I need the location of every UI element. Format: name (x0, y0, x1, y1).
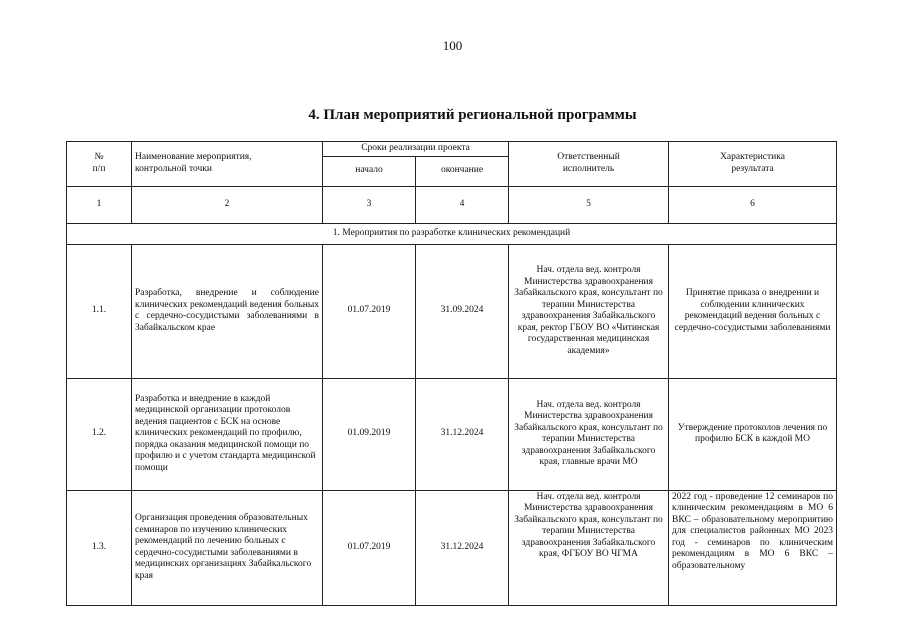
header-num (67, 142, 132, 187)
row-start: 01.07.2019 (323, 244, 416, 378)
header-period: Сроки реализации проекта (323, 142, 509, 157)
row-name: Организация проведения образовательных семинаров по изучению клинических рекомендаций по лечению больных с сердечно-сосудистыми заболеваниями в медицинских организациях Забайкальского края (132, 490, 323, 605)
row-name: Разработка и внедрение в каждой медицинской организации протоколов ведения пациентов с БСК на основе клинических рекомендаций по профилю, порядка оказания медицинской помощи по профилю и с учетом стандарта медицинской помощи (132, 378, 323, 490)
row-num: 1.1. (67, 244, 132, 378)
row-start: 01.09.2019 (323, 378, 416, 490)
row-result: Принятие приказа о внедрении и соблюдении клинических рекомендаций ведения больных с сердечно-сосудистыми заболеваниями (669, 244, 837, 378)
section-title: 1. Мероприятия по разработке клинических рекомендаций (67, 223, 837, 244)
table-row (67, 378, 837, 490)
row-responsible: Нач. отдела вед. контроля Министерства здравоохранения Забайкальского края, консультант по терапии Министерства здравоохранения Забайкальского края, главные врачи МО (509, 378, 669, 490)
page-title: 4. План мероприятий региональной программы (308, 107, 637, 123)
row-num: 1.3. (67, 490, 132, 605)
col-number: 4 (416, 186, 509, 223)
header-result (669, 142, 837, 187)
section-row (67, 223, 837, 244)
header-responsible-label: Ответственный исполнитель (557, 152, 620, 174)
table-row (67, 490, 837, 605)
table-header-row (67, 142, 837, 157)
row-end: 31.12.2024 (416, 378, 509, 490)
header-result-label: Характеристика результата (720, 152, 785, 174)
header-name-label: Наименование мероприятия, контрольной точки (135, 152, 252, 174)
header-name (132, 142, 323, 187)
header-end: окончание (416, 156, 509, 186)
row-end: 31.12.2024 (416, 490, 509, 605)
col-number: 5 (509, 186, 669, 223)
row-start: 01.07.2019 (323, 490, 416, 605)
col-number: 1 (67, 186, 132, 223)
column-numbers-row (67, 186, 837, 223)
row-num: 1.2. (67, 378, 132, 490)
row-result: 2022 год - проведение 12 семинаров по клиническим рекомендациям в МО 6 ВКС – образовательному мероприятию для специалистов районных МО 2023 год - семинаров по клиническим рекомендациям в МО 6 ВКС – образовательному (669, 490, 837, 605)
col-number: 3 (323, 186, 416, 223)
header-responsible (509, 142, 669, 187)
row-end: 31.09.2024 (416, 244, 509, 378)
page-number: 100 (442, 38, 463, 53)
row-name: Разработка, внедрение и соблюдение клинических рекомендаций ведения больных с сердечно-сосудистыми заболеваниями в Забайкальском крае (132, 244, 323, 378)
row-result: Утверждение протоколов лечения по профилю БСК в каждой МО (669, 378, 837, 490)
events-plan-table (66, 141, 837, 606)
col-number: 2 (132, 186, 323, 223)
col-number: 6 (669, 186, 837, 223)
row-responsible: Нач. отдела вед. контроля Министерства здравоохранения Забайкальского края, консультант по терапии Министерства здравоохранения Забайкальского края, ФГБОУ ВО ЧГМА (509, 490, 669, 605)
table-row (67, 244, 837, 378)
header-start: начало (323, 156, 416, 186)
row-responsible: Нач. отдела вед. контроля Министерства здравоохранения Забайкальского края, консультант по терапии Министерства здравоохранения Забайкальского края, ректор ГБОУ ВО «Читинская государственная медицинская академия» (509, 244, 669, 378)
header-num-label: № п/п (92, 152, 106, 174)
